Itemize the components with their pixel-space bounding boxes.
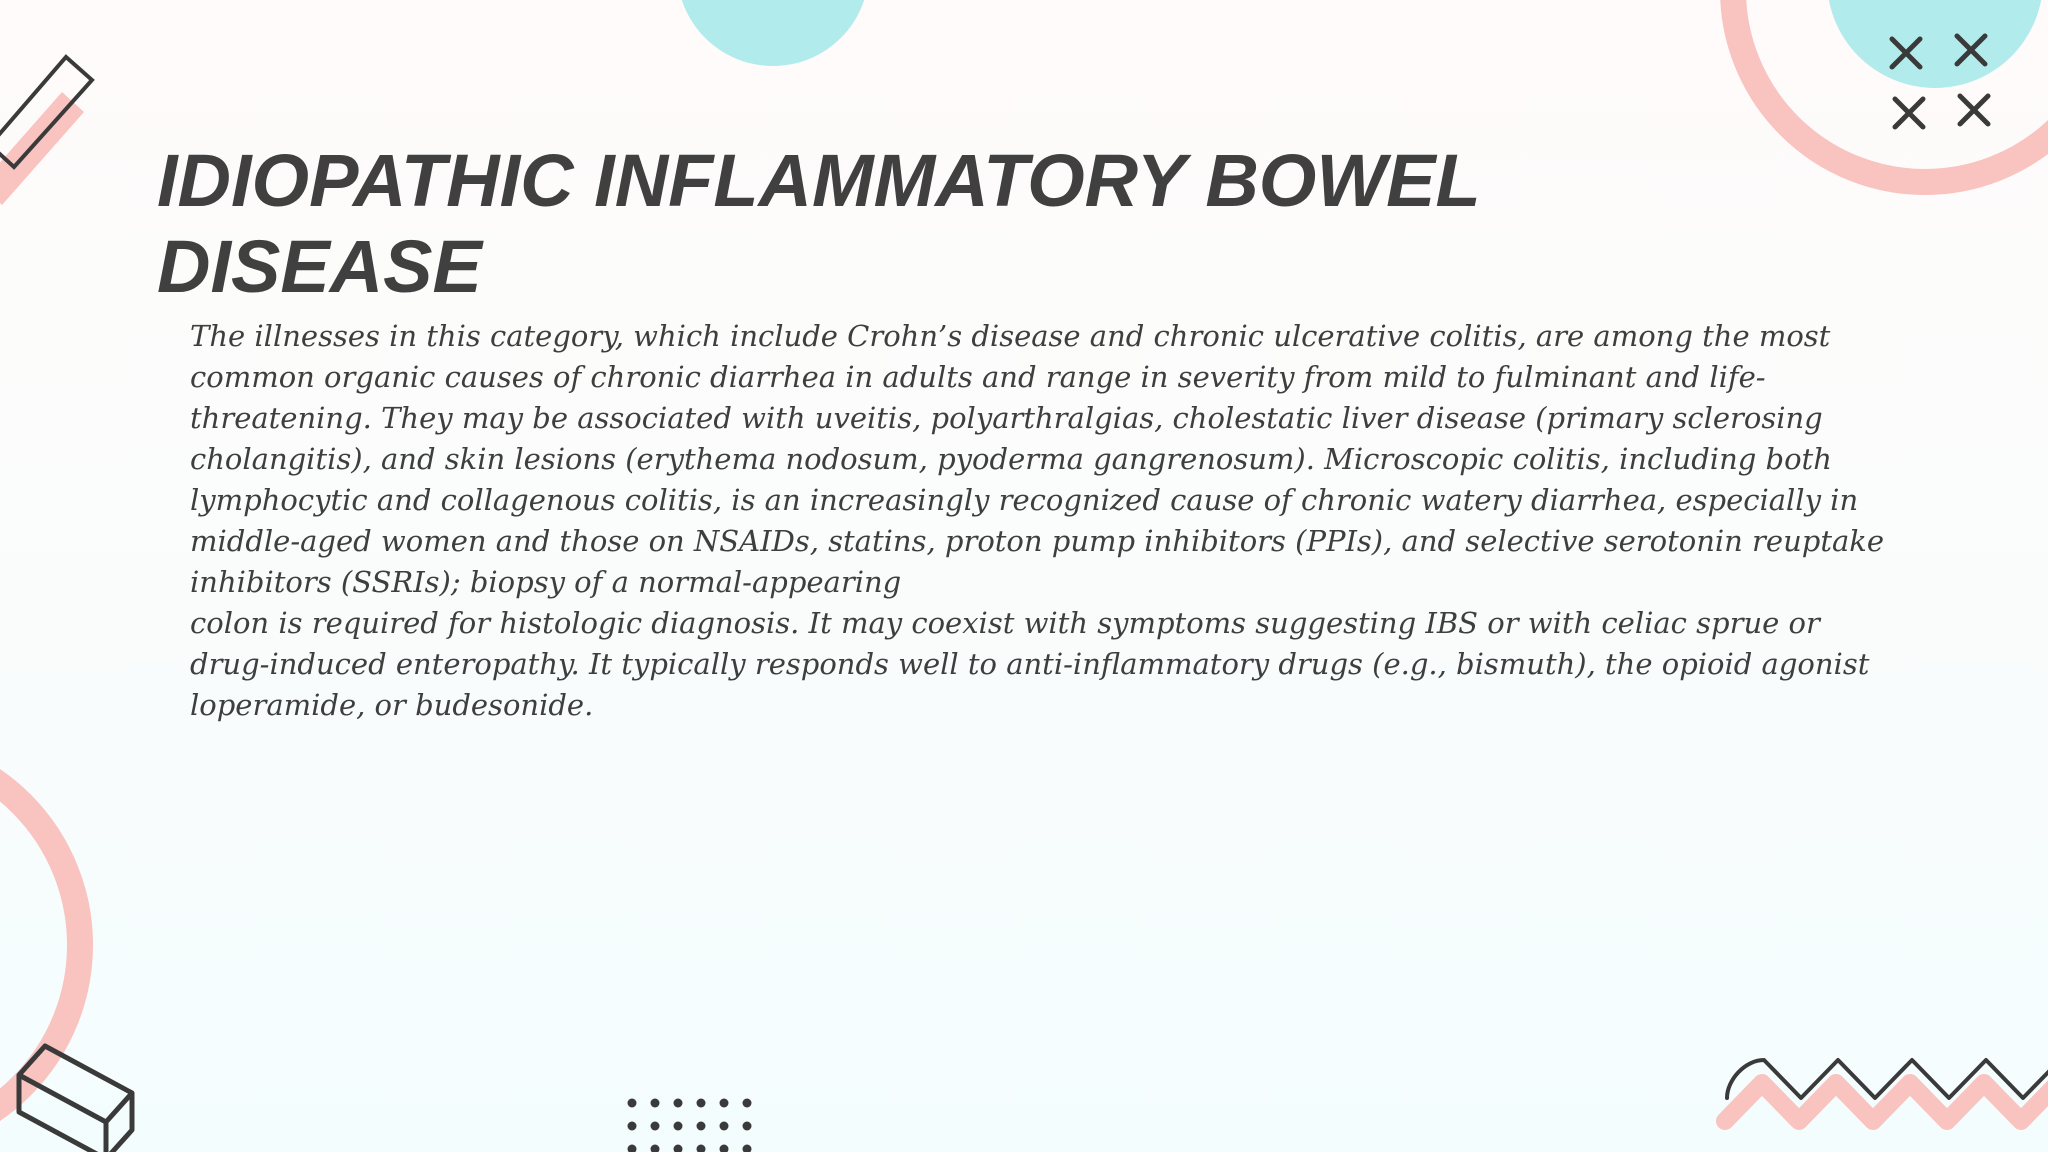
body-line: loperamide, or budesonide.: [190, 688, 594, 722]
slide-title: [157, 138, 1657, 310]
body-line: The illnesses in this category, which include Crohn’s disease and chronic ulcerative colitis, are among the most: [190, 319, 1831, 353]
zigzag-bottom-right-icon: [1725, 1060, 2048, 1121]
stripe-top-left-icon: [0, 57, 92, 205]
body-line: inhibitors (SSRIs); biopsy of a normal-appearing: [190, 565, 902, 599]
slide-title-line-2: DISEASE: [157, 225, 482, 308]
cube-bottom-left-icon: [19, 1046, 132, 1152]
body-line: colon is required for histologic diagnosis. It may coexist with symptoms suggesting IBS or with celiac sprue or: [190, 606, 1820, 640]
slide-body-text: [190, 316, 1890, 726]
body-line: threatening. They may be associated with uveitis, polyarthralgias, cholestatic liver disease (primary sclerosing: [190, 401, 1823, 435]
body-line: cholangitis), and skin lesions (erythema nodosum, pyoderma gangrenosum). Microscopic colitis, including both: [190, 442, 1832, 476]
x-marks-icon: [1892, 36, 1988, 127]
body-line: lymphocytic and collagenous colitis, is an increasingly recognized cause of chronic watery diarrhea, especially in: [190, 483, 1859, 517]
dot-grid-icon: [628, 1099, 752, 1152]
body-line: drug-induced enteropathy. It typically responds well to anti-inflammatory drugs (e.g., bismuth), the opioid agonist: [190, 647, 1870, 681]
teal-circle-top-icon: [677, 0, 869, 66]
teal-circle-top-right-icon: [1827, 0, 2043, 88]
coral-arc-bottom-left-icon: [0, 745, 80, 1145]
slide-title-line-1: IDIOPATHIC INFLAMMATORY BOWEL: [157, 139, 1481, 222]
body-line: common organic causes of chronic diarrhea in adults and range in severity from mild to fulminant and life-: [190, 360, 1766, 394]
coral-ring-top-right-icon: [1733, 0, 2048, 182]
body-line: middle-aged women and those on NSAIDs, statins, proton pump inhibitors (PPIs), and selective serotonin reuptake: [190, 524, 1884, 558]
